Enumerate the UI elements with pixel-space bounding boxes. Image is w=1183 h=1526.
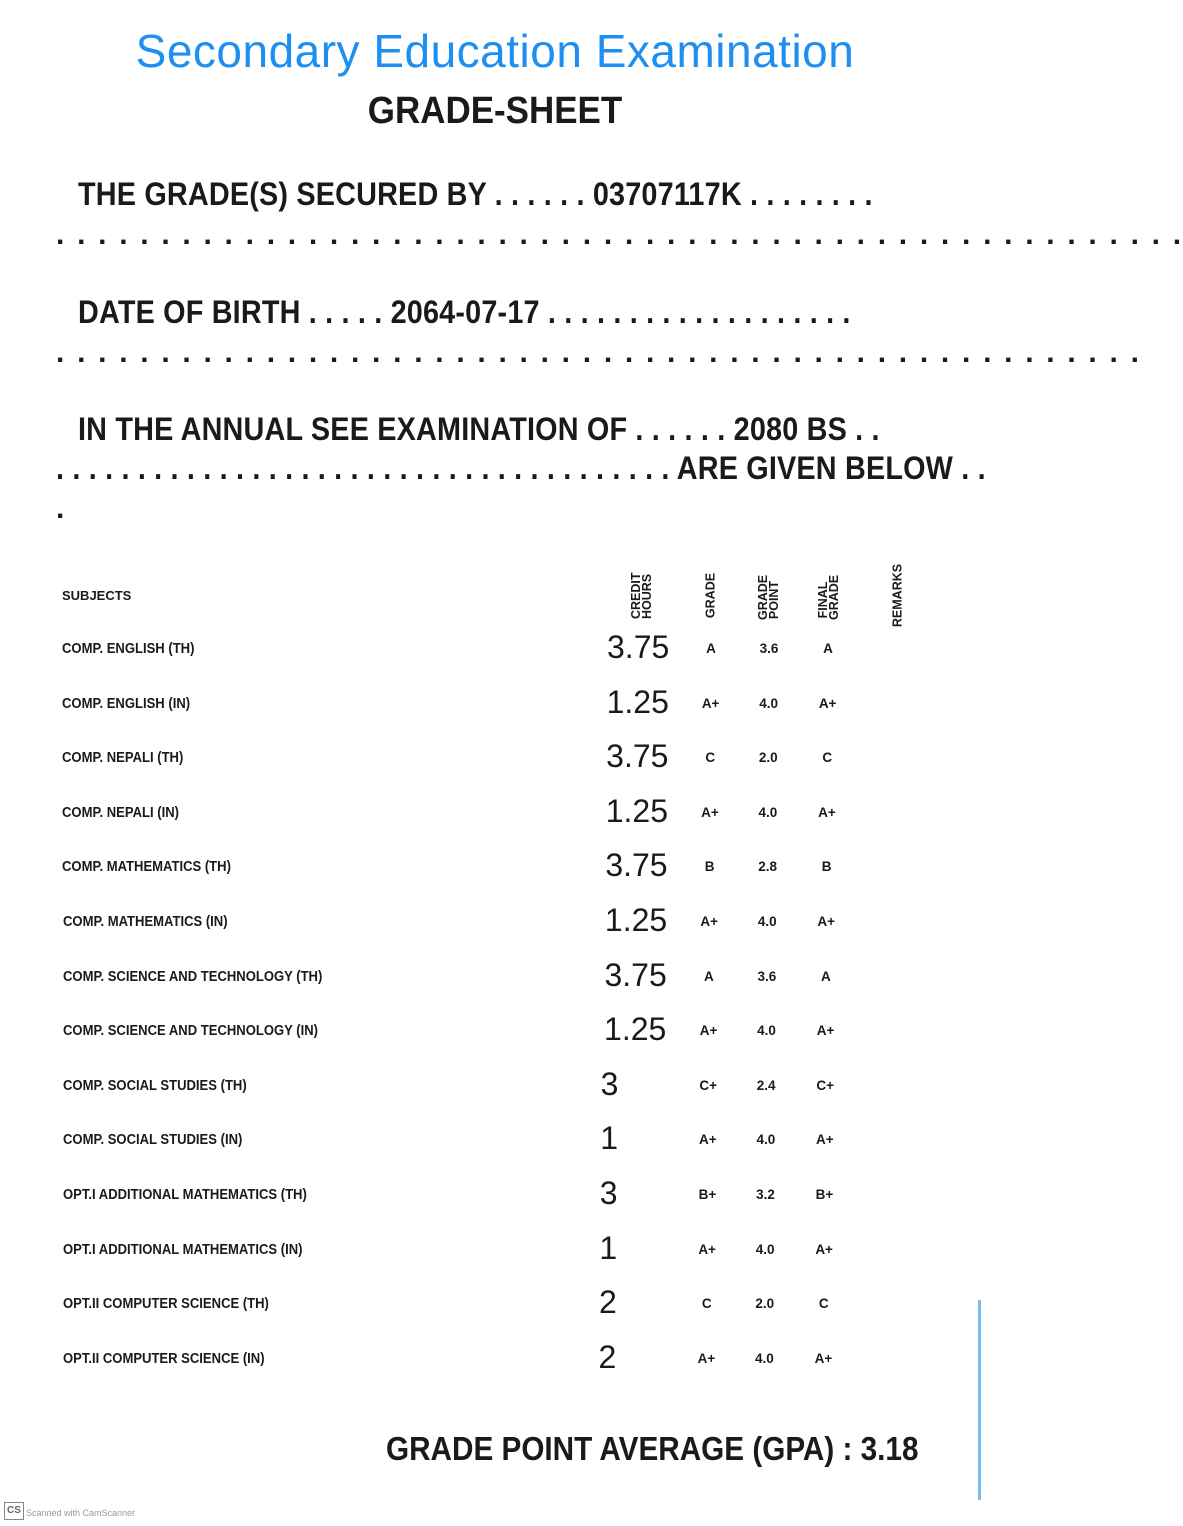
- grade-header: GRADE: [703, 572, 718, 619]
- dob-value: 2064-07-17: [390, 294, 540, 330]
- subject-name: COMP. SCIENCE AND TECHNOLOGY (TH): [62, 968, 322, 985]
- dotted-line: . . . . . . . . . . . . . . . . . . . . . . . . . . . . . . . . . . . . . . . . . . . . . . . . . . . . . .: [56, 218, 1183, 251]
- credit-hours-value: 2: [598, 1284, 617, 1321]
- final-grade-value: A+: [817, 914, 836, 929]
- grade-value: A: [706, 641, 716, 656]
- secured-by-value: 03707117K: [592, 176, 742, 212]
- credit-hours-value: 3.75: [606, 738, 669, 775]
- credit-hours-value: 1.25: [605, 792, 669, 829]
- final-grade-header: [818, 570, 840, 630]
- grade-point-value: 4.0: [759, 695, 779, 711]
- final-grade-value: A+: [816, 1023, 835, 1039]
- remarks-header: REMARKS: [890, 563, 905, 628]
- secured-by-line: [78, 176, 873, 213]
- subject-name: COMP. SOCIAL STUDIES (IN): [62, 1132, 243, 1149]
- camscanner-text: Scanned with CamScanner: [26, 1508, 136, 1518]
- grade-value: A+: [700, 914, 719, 929]
- grade-point-value: 2.8: [758, 859, 777, 875]
- subject-name: OPT.I ADDITIONAL MATHEMATICS (IN): [63, 1241, 303, 1258]
- dots: . . . . . . . .: [741, 176, 873, 212]
- credit-hours-value: 3.75: [605, 847, 668, 884]
- credit-hours-value: 3: [600, 1065, 619, 1102]
- secured-by-label: THE GRADE(S) SECURED BY: [78, 176, 487, 212]
- grade-point-value: 3.2: [756, 1187, 775, 1202]
- credit-hours-value: 1.25: [604, 902, 668, 938]
- grade-point-value: 2.4: [756, 1077, 776, 1093]
- grade-point-header-text: GRADE POINT: [756, 574, 781, 620]
- subjects-header: SUBJECTS: [62, 588, 132, 603]
- grade-point-value: 3.6: [757, 968, 777, 984]
- credit-hours-value: 3.75: [607, 629, 670, 665]
- dotted-line: . . . . . . . . . . . . . . . . . . . . . . . . . . . . . . . . . . . . . . . . . . . . . . . . . . . .: [56, 336, 1142, 369]
- dob-line: [78, 294, 851, 331]
- credit-hours-value: 1: [600, 1120, 619, 1157]
- grade-value: C: [705, 750, 716, 766]
- grade-value: A+: [701, 804, 719, 820]
- final-grade-value: C: [822, 750, 833, 766]
- final-grade-value: A: [821, 968, 831, 984]
- credit-hours-value: 1: [599, 1229, 618, 1266]
- final-grade-value: A: [823, 641, 833, 656]
- grade-point-header: [758, 570, 780, 630]
- subject-name: COMP. ENGLISH (TH): [62, 641, 195, 657]
- scan-edge: [978, 1300, 981, 1500]
- camscanner-logo: CS: [4, 1502, 24, 1520]
- final-grade-value: A+: [816, 1132, 834, 1148]
- exam-value: 2080 BS: [733, 411, 847, 447]
- grade-point-value: 2.0: [758, 750, 778, 766]
- grade-point-value: 4.0: [758, 804, 778, 820]
- grade-value: B+: [698, 1187, 717, 1202]
- dots: . . . . . . . . . . . . . . . . . . . . . . . . . . . . . . . . . . . . . .: [56, 450, 677, 486]
- exam-title: Secondary Education Examination: [135, 25, 855, 77]
- final-grade-value: C: [818, 1296, 829, 1312]
- subject-name: OPT.I ADDITIONAL MATHEMATICS (TH): [63, 1187, 307, 1203]
- credit-hours-header-text: CREDIT HOURS: [629, 572, 654, 619]
- final-grade-value: A+: [814, 1350, 833, 1366]
- subject-name: COMP. MATHEMATICS (IN): [62, 914, 228, 930]
- subject-name: COMP. ENGLISH (IN): [62, 695, 191, 712]
- exam-label: IN THE ANNUAL SEE EXAMINATION OF: [78, 411, 628, 447]
- final-grade-value: C+: [816, 1077, 834, 1093]
- exam-line: [78, 411, 880, 448]
- subject-name: OPT.II COMPUTER SCIENCE (IN): [63, 1350, 265, 1367]
- final-grade-value: A+: [818, 695, 837, 711]
- dots: . . . . .: [300, 294, 391, 330]
- grade-value: B: [704, 859, 715, 875]
- grade-value: A+: [701, 695, 720, 711]
- final-grade-value: A+: [815, 1241, 833, 1257]
- final-grade-value: B+: [815, 1187, 834, 1202]
- subject-name: COMP. MATHEMATICS (TH): [62, 859, 232, 876]
- dots: . .: [953, 450, 986, 486]
- grade-value: A+: [698, 1241, 716, 1257]
- grade-value: A+: [699, 1023, 718, 1039]
- dots: . . . . . .: [486, 176, 593, 212]
- given-below-text: ARE GIVEN BELOW: [676, 450, 954, 486]
- subject-name: COMP. SOCIAL STUDIES (TH): [62, 1077, 247, 1094]
- grade-point-value: 4.0: [757, 914, 777, 929]
- final-grade-value: B: [821, 859, 832, 875]
- dots: . . . . . . . . . . . . . . . . . . .: [539, 294, 851, 330]
- credit-hours-header: [631, 569, 653, 629]
- credit-hours-value: 3.75: [604, 956, 667, 993]
- credit-hours-value: 3: [599, 1175, 618, 1211]
- grade-value: A: [704, 968, 714, 984]
- credit-hours-value: 2: [598, 1338, 617, 1375]
- grade-sheet-heading: GRADE-SHEET: [367, 90, 623, 132]
- grade-value: C: [701, 1296, 712, 1312]
- final-grade-value: A+: [818, 804, 836, 820]
- credit-hours-value: 1.25: [604, 1011, 667, 1048]
- gpa-line: [386, 1430, 918, 1468]
- gpa-value: 3.18: [860, 1430, 919, 1467]
- given-below-line: [56, 450, 986, 487]
- grade-point-value: 2.0: [755, 1296, 775, 1312]
- subject-name: COMP. SCIENCE AND TECHNOLOGY (IN): [62, 1023, 318, 1040]
- subject-name: OPT.II COMPUTER SCIENCE (TH): [63, 1296, 270, 1313]
- dob-label: DATE OF BIRTH: [78, 294, 301, 330]
- grade-point-value: 4.0: [757, 1023, 776, 1039]
- subject-name: COMP. NEPALI (IN): [62, 804, 180, 821]
- subject-name: COMP. NEPALI (TH): [62, 750, 184, 767]
- grade-value: A+: [697, 1350, 716, 1366]
- dots: . . . . . .: [627, 411, 734, 447]
- grade-value: C+: [699, 1077, 717, 1093]
- grade-point-value: 4.0: [755, 1241, 775, 1257]
- grade-point-value: 3.6: [759, 641, 779, 656]
- grade-value: A+: [699, 1132, 717, 1148]
- credit-hours-value: 1.25: [606, 683, 669, 720]
- dots: . .: [846, 411, 880, 447]
- grade-point-value: 4.0: [756, 1132, 776, 1148]
- grade-point-value: 4.0: [755, 1350, 774, 1366]
- gpa-label: GRADE POINT AVERAGE (GPA): [386, 1430, 835, 1467]
- dot: .: [56, 492, 67, 525]
- gpa-separator: :: [834, 1430, 861, 1467]
- final-grade-header-text: FINAL GRADE: [816, 574, 841, 620]
